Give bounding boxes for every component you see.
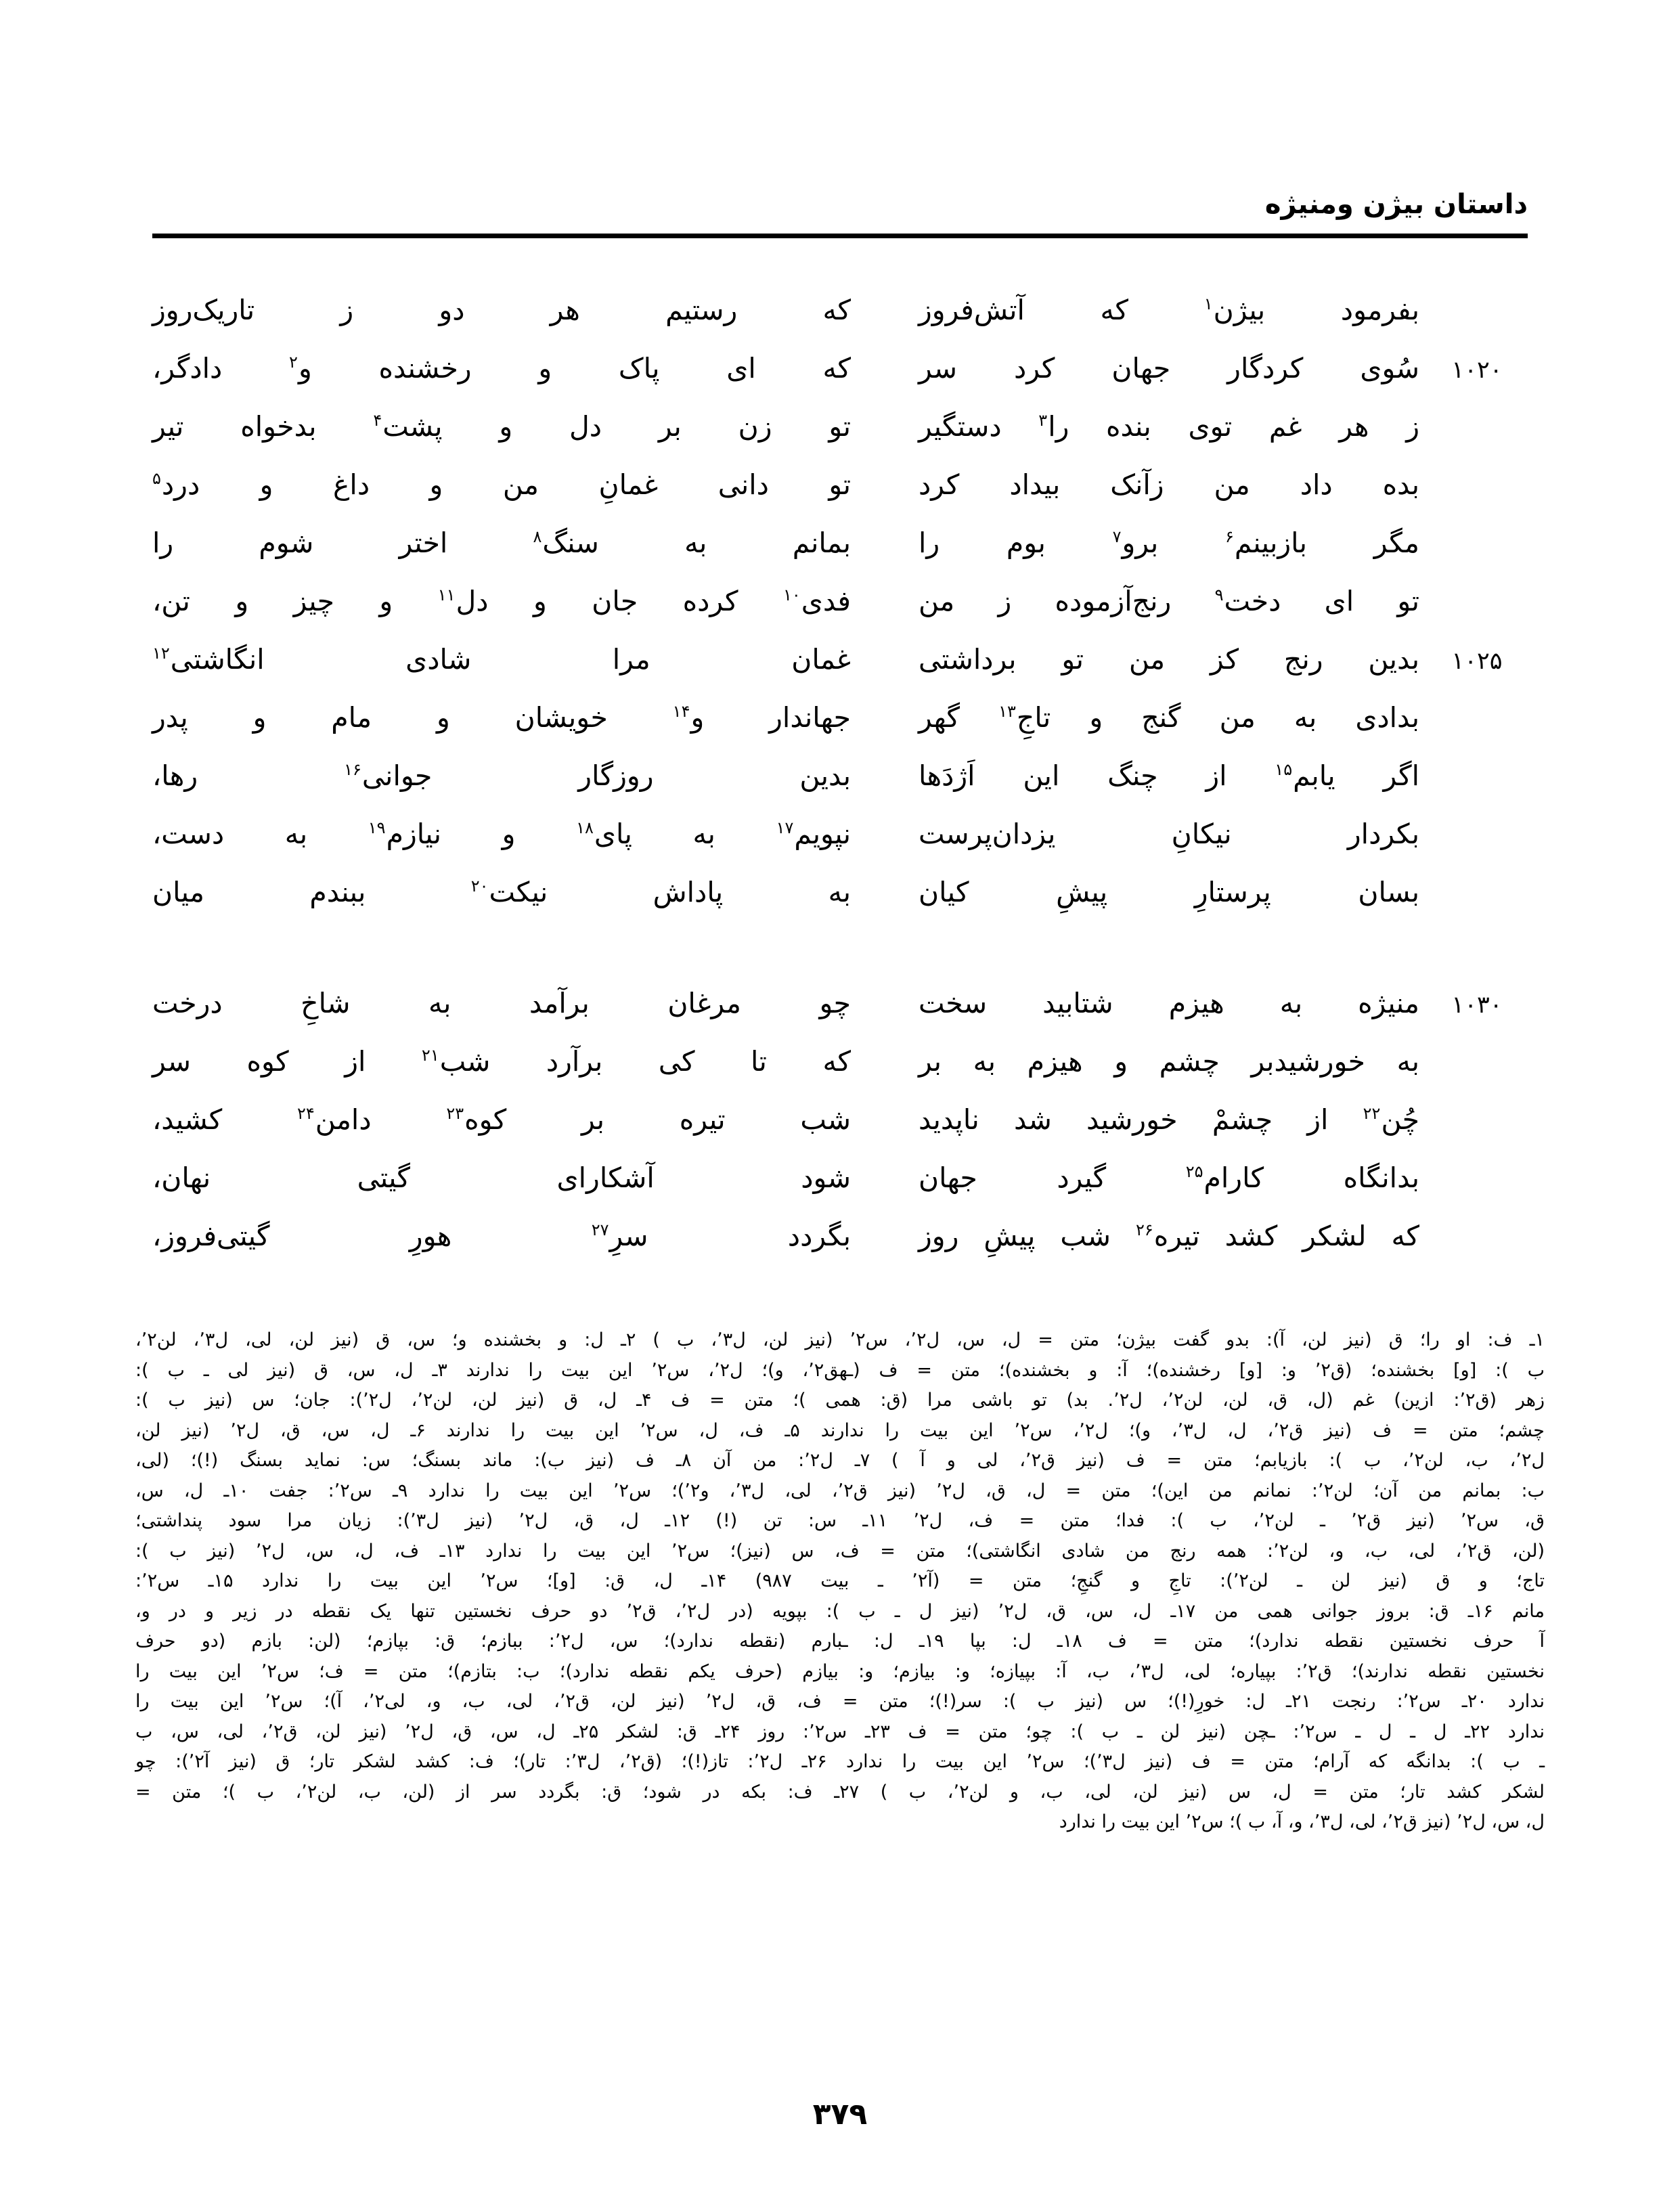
verse-line (152, 699, 1528, 757)
hemistich-first: بدادی به من گنج و تاجِ$^{۱۳}$ گهر (919, 701, 1419, 734)
verse-line-number (1426, 1067, 1528, 1071)
apparatus-line: مانم ۱۶ـ ق: بروز جوانی همی من ۱۷ـ ل، س، ق، ل٬۲ (نیز ل ـ ب ): بپویه (در ل٬۲، ق٬۲ دو حرف نخستین تنها یک نقطه در زیر و در و، (135, 1600, 1545, 1622)
hemistich-first: بدانگاه کارام$^{۲۵}$ گیرد جهان (919, 1162, 1420, 1194)
footnote-marker: ۱ (1203, 294, 1213, 314)
hemistich-second: چو مرغان برآمد به شاخِ درخت (152, 987, 851, 1019)
page-header (152, 190, 1528, 264)
verse-line (152, 984, 1528, 1042)
footnote-marker: ۳ (1038, 411, 1048, 430)
footnote-marker: ۱۶ (344, 760, 361, 780)
footnote-marker: ۵ (152, 469, 161, 489)
apparatus-line: ل، س، ل٬۲ (نیز ق٬۲، لی، ل٬۳، و، آ، ب )؛ س٬۲ این بیت را ندارد (1059, 1811, 1545, 1832)
hemistich-second: نپویم$^{۱۷}$ به پای$^{۱۸}$ و نیازم$^{۱۹}$ به دست، (152, 818, 852, 850)
hemistich-second: که رستیم هر دو ز تاریک‌روز (152, 294, 851, 326)
footnote-marker: ۱۱ (437, 586, 456, 605)
verse-line (152, 640, 1528, 699)
footnote-marker: ۴ (373, 411, 382, 430)
verse-line (152, 1159, 1528, 1217)
hemistich-first: به خورشیدبر چشم و هیزم به بر (919, 1045, 1419, 1078)
footnote-marker: ۲۴ (296, 1104, 315, 1124)
apparatus-line: ـ ب ): بدانگه که آرام؛ متن = ف (نیز ل٬۳)؛ س٬۲ این بیت را ندارد ۲۶ـ ل٬۲: تاز(!)؛ (ق٬۲، ل٬۳: تار)؛ ف: کشد لشکر تار؛ ق (نیز آ٬۲): چو (135, 1751, 1545, 1772)
apparatus-line: (لن، ق٬۲، لی، ب، و، لن٬۲: همه رنج من شادی انگاشتی)؛ متن = ف، س (نیز)؛ س٬۲ این بیت را ندارد ۱۳ـ ف، ل، س، ل٬۲ (نیز ب ): (135, 1540, 1545, 1562)
footnote-marker: ۲۶ (1135, 1220, 1153, 1240)
verse-line-number (1426, 315, 1528, 319)
hemistich-second: تو دانی غمانِ من و داغ و درد$^۵$ (152, 468, 851, 501)
verse-line-number (1426, 1125, 1528, 1129)
verse-line-number (1426, 1183, 1528, 1187)
footnote-marker: ۱۴ (672, 702, 690, 722)
apparatus-line: ندارد ۲۰ـ س٬۲: رنجت ۲۱ـ ل: خورِ(!)؛ س (نیز ب ): سر(!)؛ متن = ف، ق، ل٬۲ (نیز لن، ق٬۲، لی، ب، و، لی٬۲، آ)؛ س٬۲ این بیت را (135, 1691, 1545, 1712)
footnote-marker: ۲۳ (446, 1104, 464, 1124)
hemistich-first: بدین رنج کز من تو برداشتی (919, 643, 1419, 676)
footnote-marker: ۱۲ (152, 644, 170, 663)
hemistich-first: بده داد من زآنک بیداد کرد (919, 468, 1419, 501)
verse-line (152, 524, 1528, 582)
footnote-marker: ۲۲ (1363, 1104, 1381, 1124)
verse-line-number (1426, 839, 1528, 843)
apparatus-line: آ حرف نخستین نقطه ندارد)؛ متن = ف ۱۸ـ ل: بپا ۱۹ـ ل: ـبارم (نقطه ندارد)؛ س، ل٬۲: ببازم؛ ق: بپازم؛ (لن: بازم (دو حرف (135, 1631, 1545, 1652)
footnote-marker: ۷ (1112, 527, 1122, 547)
hemistich-first: که لشکر کشد تیره$^{۲۶}$ شب پیشِ روز (919, 1220, 1419, 1252)
hemistich-first: منیژه به هیزم شتابید سخت (919, 987, 1419, 1019)
hemistich-second: فدی$^{۱۰}$ کرده جان و دل$^{۱۱}$ و چیز و تن، (152, 585, 851, 617)
verse-line (152, 407, 1528, 466)
footnote-marker: ۱۳ (998, 702, 1016, 722)
hemistich-first: تو ای دخت$^۹$ رنج‌آزموده ز من (919, 585, 1419, 617)
folio-number: ۳۷۹ (812, 2097, 868, 2132)
hemistich-first: بکردار نیکانِ یزدان‌پرست (919, 818, 1419, 850)
verse-line-number: ۱۰۲۰ (1451, 357, 1503, 384)
footnote-marker: ۱۹ (368, 818, 386, 838)
hemistich-second: که ای پاک و رخشنده و$^۲$ دادگر، (152, 352, 851, 384)
hemistich-first: بسان پرستارِ پیشِ کیان (919, 876, 1419, 908)
apparatus-line: لشکر کشد تار؛ متن = ل، س (نیز لن، لی، ب، و لن٬۲، ب ) ۲۷ـ ف: بکه در شود؛ ق: بگردد سر از (لن، ب، لن٬۲، ب )؛ متن = (135, 1781, 1545, 1803)
hemistich-first: ز هر غم توی بنده را$^۳$ دستگیر (919, 410, 1419, 443)
hemistich-second: شود آشکارای گیتی نهان، (152, 1162, 851, 1194)
verse-line-number: ۱۰۲۵ (1451, 648, 1503, 675)
hemistich-second: شب تیره بر کوه$^{۲۳}$ دامن$^{۲۴}$ کشید، (152, 1103, 852, 1136)
footnote-marker: ۱۵ (1275, 760, 1293, 780)
hemistich-first: سُوی کردگار جهان کرد سر (919, 352, 1419, 384)
footnote-marker: ۹ (1214, 586, 1224, 605)
verse-block (152, 984, 1528, 1275)
apparatus-line: زهر (ق٬۲: ازین) غم (ل، ق، لن، لن٬۲، ل٬۲. بد) تو باشی مرا (ق: همی )؛ متن = ف ۴ـ ل، ق (نیز لن، لن٬۲، ل٬۲): جان؛ س (نیز ب ): (135, 1390, 1545, 1411)
verse-line-number (1426, 898, 1528, 902)
footnote-marker: ۱۸ (576, 818, 594, 838)
hemistich-first: چُن$^{۲۲}$ از چشمْ خورشید شد ناپدید (919, 1103, 1419, 1136)
verse-region (152, 291, 1528, 1328)
apparatus-line: نخستین نقطه ندارند)؛ ق٬۲: بپیاره؛ لی، ل٬۳، ب، آ: بپیازه؛ و: بیازم؛ و: بیازم (حرف یکم نقطه ندارد)؛ ب: بتازم)؛ متن = ف؛ س٬۲ این بیت را (135, 1660, 1545, 1682)
hemistich-second: بگردد سرِ$^{۲۷}$ هورِ گیتی‌فروز، (152, 1220, 852, 1252)
hemistich-second: که تا کی برآرد شب$^{۲۱}$ از کوه سر (152, 1045, 851, 1078)
verse-line (152, 291, 1528, 349)
apparatus-line: ب ): [و] بخشنده؛ (ق٬۲ و: [و] رخشنده)؛ آ: و بخشنده)؛ متن = ف (ـهق٬۲، و)؛ ل٬۲، س٬۲ این بیت را ندارند ۳ـ ل، س، ق (نیز لی ـ ب ): (135, 1359, 1545, 1381)
verse-line (152, 815, 1528, 873)
footnote-marker: ۲ (289, 353, 298, 372)
apparatus-line: ل٬۲، ب، لن٬۲، ب ): بازیابم؛ متن = ف (نیز ق٬۲، لی و آ ) ۷ـ ل٬۲: من آن ۸ـ ف (نیز ب): ماند بسنگ؛ س: نماید بسنگ (!)؛ (لی، (135, 1450, 1545, 1471)
verse-line-number (1426, 548, 1528, 552)
hemistich-second: بمانم به سنگ$^۸$ اختر شوم را (152, 527, 851, 559)
footnote-marker: ۸ (533, 527, 542, 547)
footnote-marker: ۲۱ (421, 1046, 439, 1065)
hemistich-first: اگر یابم$^{۱۵}$ از چنگ این اَژدَها (919, 759, 1419, 792)
verse-line (152, 1042, 1528, 1101)
hemistich-first: مگر بازبینم$^۶$ برو$^۷$ بوم را (919, 527, 1420, 559)
apparatus-line: ق، س٬۲ (نیز ق٬۲ ـ لن٬۲، ب ): فدا؛ متن = ف، ل٬۲ ۱۱ـ س: تن (!) ۱۲ـ ل، ق، ل٬۲ (نیز ل٬۳): زیان مرا سود پنداشتی؛ (135, 1510, 1545, 1531)
verse-line-number (1426, 723, 1528, 727)
verse-line-number (1426, 781, 1528, 785)
hemistich-second: به پاداش نیکت$^{۲۰}$ ببندم میان (152, 876, 851, 908)
footnote-marker: ۲۰ (470, 877, 489, 896)
running-head-title: داستان بیژن ومنیژه (1264, 189, 1528, 220)
footnote-marker: ۱۷ (776, 818, 794, 838)
verse-line (152, 757, 1528, 815)
footnote-marker: ۱۰ (783, 586, 801, 605)
apparatus-line: ۱ـ ف: او را؛ ق (نیز لن، آ): بدو گفت بیژن؛ متن = ل، س، ل٬۲، س٬۲ (نیز لن، ل٬۳، ب ) ۲ـ ل: و بخشنده و؛ س، ق (نیز لن، لی، ل٬۳، لن٬۲، (135, 1329, 1545, 1350)
verse-line (152, 466, 1528, 524)
hemistich-first: بفرمود بیژن$^۱$ که آتش‌فروز (919, 294, 1419, 326)
footnote-marker: ۶ (1225, 527, 1234, 547)
hemistich-second: جهاندار و$^{۱۴}$ خویشان و مام و پدر (152, 701, 851, 734)
verse-line (152, 582, 1528, 640)
verse-line-number (1426, 606, 1528, 611)
hemistich-second: تو زن بر دل و پشت$^۴$ بدخواه تیر (152, 410, 851, 443)
apparatus-line: ب: بمانم من آن؛ لن٬۲: نمانم من این)؛ متن = ل، ق، ل٬۲ (نیز ق٬۲، لی، ل٬۳، و٬۲)؛ س٬۲ این بیت را ندارد ۹ـ س٬۲: جفت ۱۰ـ ل، س، (135, 1480, 1545, 1501)
verse-line (152, 873, 1528, 931)
apparatus-line: ندارد ۲۲ـ ل ـ ل ـ س٬۲: ـچن (نیز لن ـ ب ): چو؛ متن = ف ۲۳ـ س٬۲: روز ۲۴ـ ق: لشکر ۲۵ـ ل، س، ق، ل٬۲ (نیز لن، ق٬۲، لی، س، ب (135, 1721, 1545, 1742)
verse-line (152, 1217, 1528, 1275)
verse-block (152, 291, 1528, 931)
critical-apparatus (135, 1325, 1545, 1838)
verse-line-number (1426, 432, 1528, 436)
hemistich-second: بدین روزگار جوانی$^{۱۶}$ رها، (152, 759, 851, 792)
apparatus-line: تاج؛ و ق (نیز لن ـ لن٬۲): تاجِ و گنجِ؛ متن = (آ٬۲ ـ بیت ۹۸۷) ۱۴ـ ل، ق: [و]؛ س٬۲ این بیت را ندارد ۱۵ـ س٬۲: (135, 1570, 1545, 1591)
verse-line-number: ۱۰۳۰ (1451, 992, 1503, 1019)
footnote-marker: ۲۷ (591, 1220, 609, 1240)
footnote-marker: ۲۵ (1185, 1162, 1203, 1182)
verse-line-number (1426, 490, 1528, 494)
verse-line (152, 1101, 1528, 1159)
verse-line (152, 349, 1528, 407)
verse-line-number (1426, 1241, 1528, 1245)
hemistich-second: غمان مرا شادی انگاشتی$^{۱۲}$ (152, 643, 851, 676)
apparatus-line: چشم؛ متن = ف (نیز ق٬۲، ل، ل٬۳، و)؛ ل٬۲، س٬۲ این بیت را ندارند ۵ـ ف، ل، س٬۲ این بیت را ندارند ۶ـ ل، س، ق، ل٬۲ (نیز لن، (135, 1419, 1545, 1441)
header-rule-divider (152, 234, 1528, 238)
